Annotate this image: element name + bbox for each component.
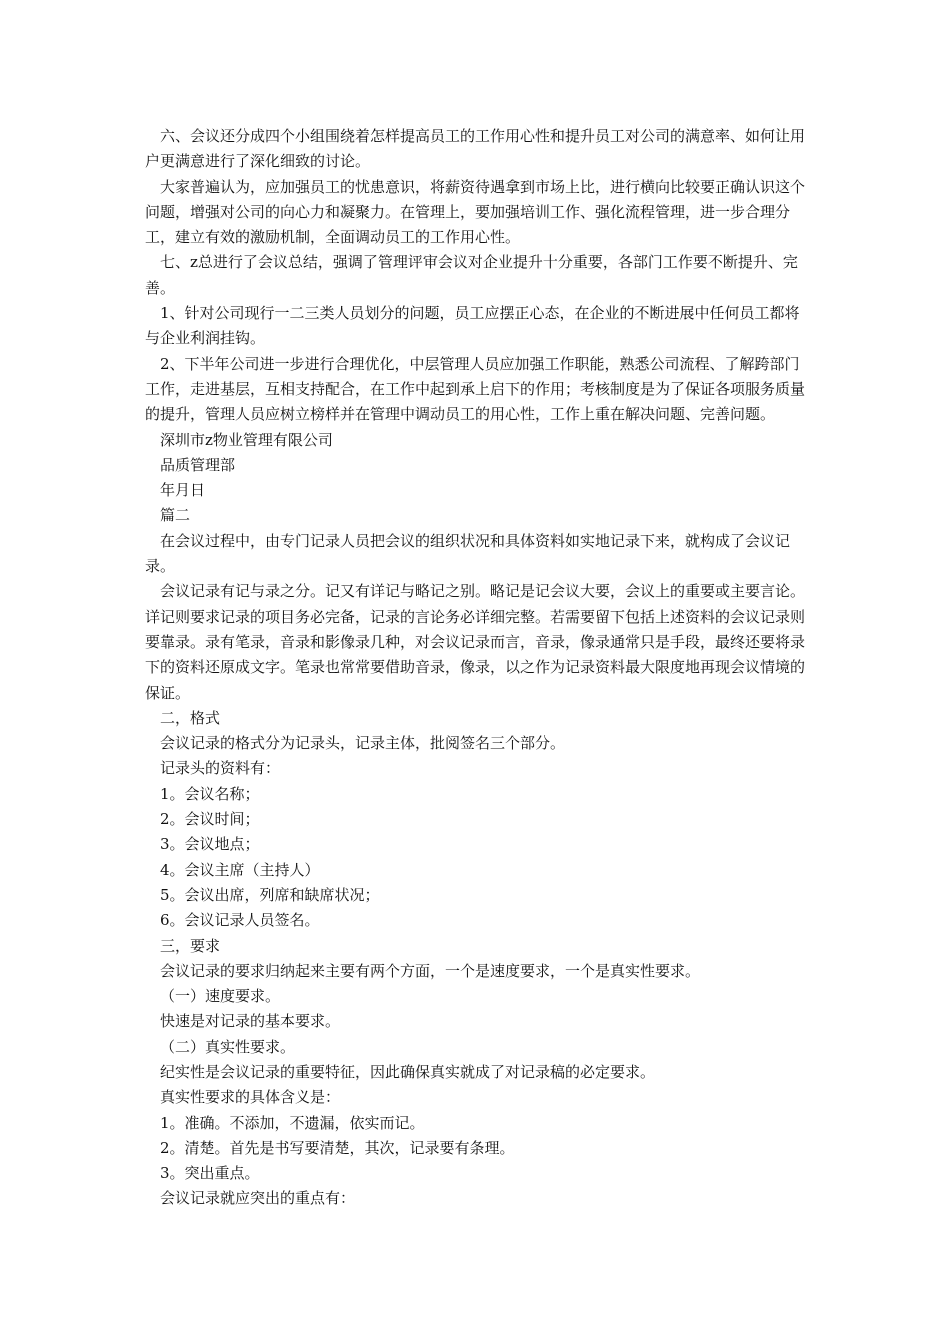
subsection-heading: （二）真实性要求。 [160,1037,296,1056]
list-item: 5。会议出席，列席和缺席状况； [160,885,380,904]
paragraph: 在会议过程中，由专门记录人员把会议的组织状况和具体资料如实地记录下来，就构成了会议记录。 [145,531,791,576]
paragraph: 大家普遍认为，应加强员工的忧患意识，将薪资待遇拿到市场上比，进行横向比较要正确认识这个问题，增强对公司的向心力和凝聚力。在管理上，要加强培训工作、强化流程管理，进一步合理分工，建立有效的激励机制，全面调动员工的工作用心性。 [145,177,806,247]
paragraph: 七、z总进行了会议总结，强调了管理评审会议对企业提升十分重要，各部门工作要不断提升、完善。 [145,253,798,297]
list-item: 2。会议时间； [160,810,260,829]
paragraph: 会议记录有记与录之分。记又有详记与略记之别。略记是记会议大要，会议上的重要或主要言论。详记则要求记录的项目务必完备，记录的言论务必详细完整。若需要留下包括上述资料的会议记录则要靠录。录有笔录，音录和影像录几种，对会议记录而言，音录，像录通常只是手段，最终还要将录下的资料还原成文字。笔录也常常要借助音录，像录，以之作为记录资料最大限度地再现会议情境的保证。 [145,582,806,702]
list-item: 1。会议名称； [160,784,260,803]
paragraph: 会议记录的格式分为记录头，记录主体，批阅签名三个部分。 [160,734,566,753]
list-item: 4。会议主席（主持人） [160,860,320,879]
list-item: 2。清楚。首先是书写要清楚，其次，记录要有条理。 [160,1138,515,1157]
subsection-heading: （一）速度要求。 [160,987,281,1006]
company-name: 深圳市z物业管理有限公司 [160,430,333,449]
paragraph: 会议记录就应突出的重点有： [160,1189,356,1208]
list-item: 3。突出重点。 [160,1164,260,1183]
paragraph: 记录头的资料有： [160,759,281,778]
list-item: 1。准确。不添加，不遗漏，依实而记。 [160,1113,425,1132]
date-line: 年月日 [160,481,206,500]
section-heading: 篇二 [160,506,191,525]
paragraph: 纪实性是会议记录的重要特征，因此确保真实就成了对记录稿的必定要求。 [160,1062,656,1081]
department-name: 品质管理部 [160,455,236,474]
paragraph: 快速是对记录的基本要求。 [160,1012,341,1031]
section-heading: 二，格式 [160,708,221,727]
section-heading: 三，要求 [160,936,221,955]
list-item: 3。会议地点； [160,835,260,854]
paragraph: 会议记录的要求归纳起来主要有两个方面，一个是速度要求，一个是真实性要求。 [160,961,701,980]
paragraph: 六、会议还分成四个小组围绕着怎样提高员工的工作用心性和提升员工对公司的满意率、如何让用户更满意进行了深化细致的讨论。 [145,127,806,171]
paragraph: 真实性要求的具体含义是： [160,1088,341,1107]
paragraph: 2、下半年公司进一步进行合理优化，中层管理人员应加强工作职能，熟悉公司流程、了解跨部门工作，走进基层，互相支持配合，在工作中起到承上启下的作用；考核制度是为了保证各项服务质量的提升，管理人员应树立榜样并在管理中调动员工的用心性，工作上重在解决问题、完善问题。 [145,354,806,424]
document-body [145,124,810,1212]
list-item: 6。会议记录人员签名。 [160,911,320,930]
paragraph: 1、针对公司现行一二三类人员划分的问题，员工应摆正心态，在企业的不断进展中任何员工都将与企业利润挂钩。 [145,304,800,348]
